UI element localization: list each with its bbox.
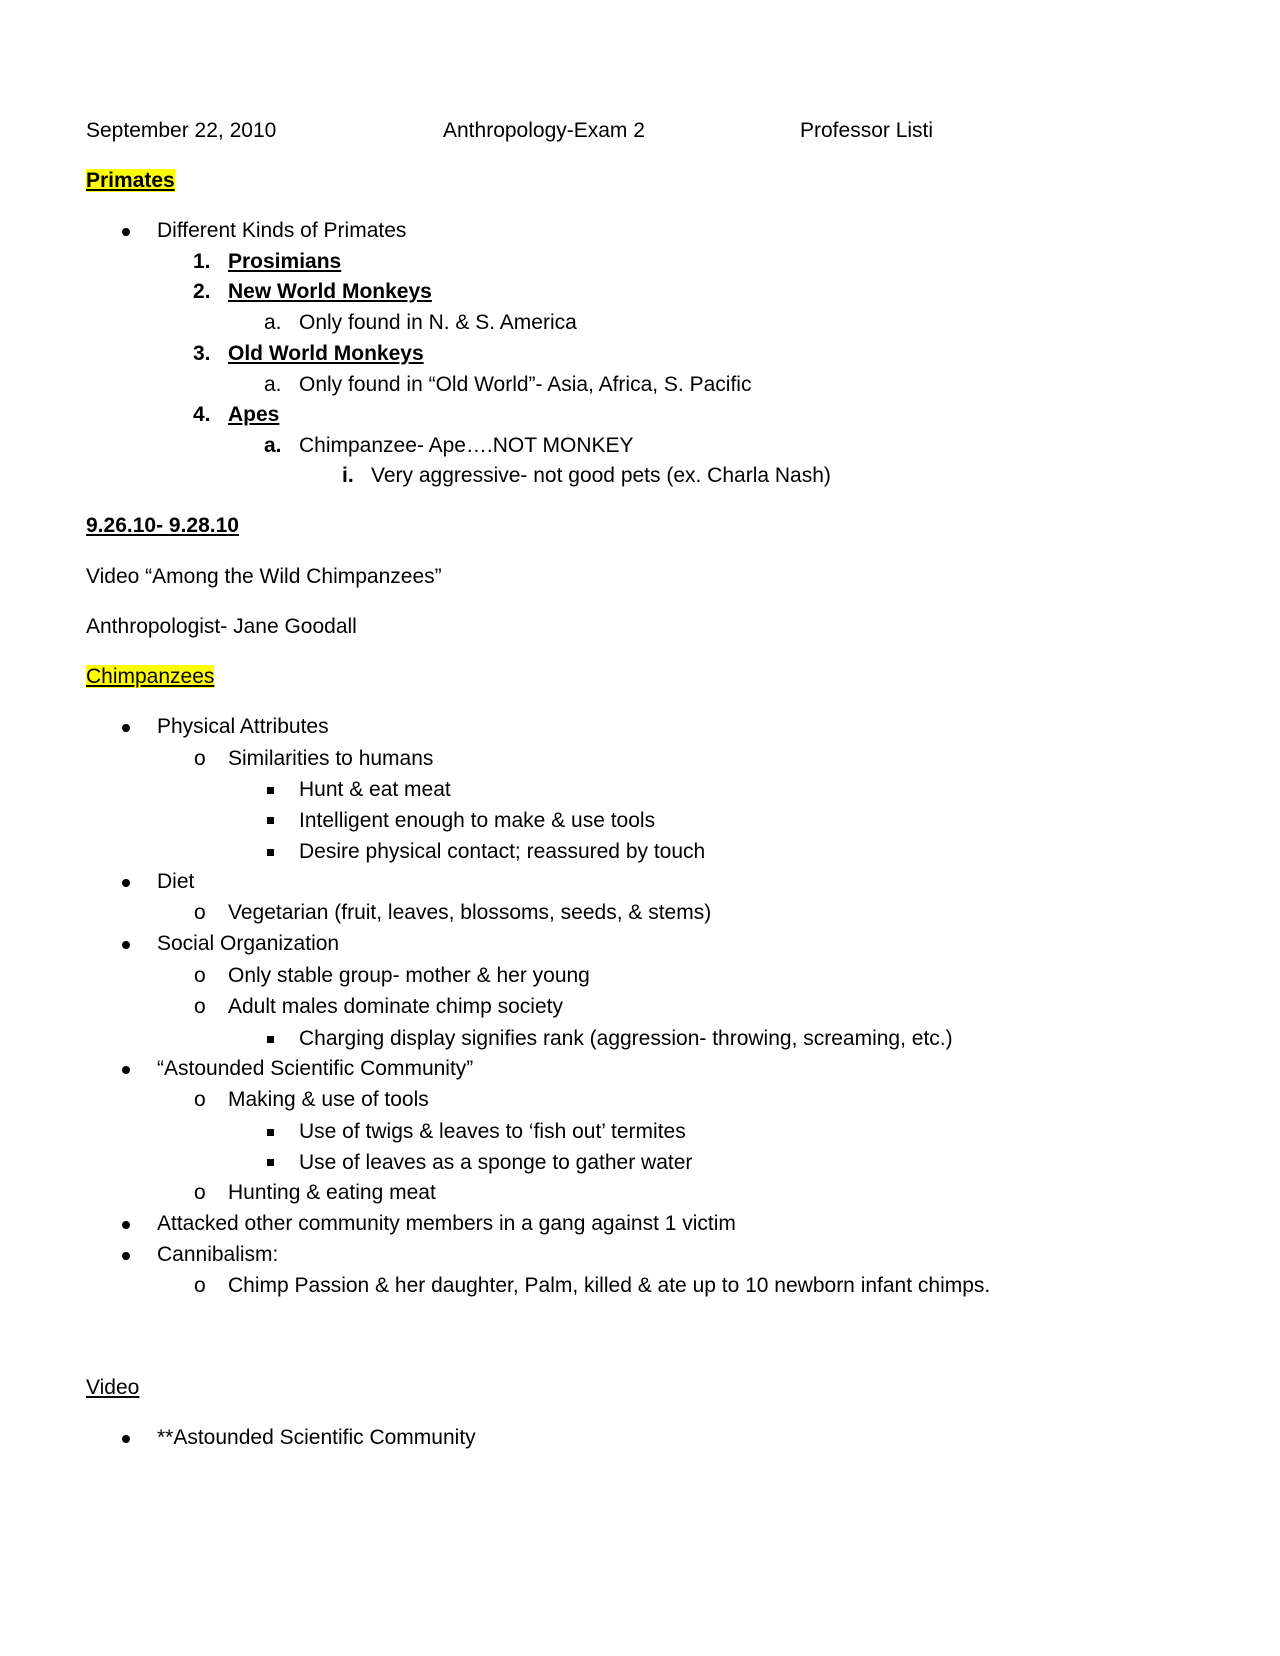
social-charging-display: Charging display signifies rank (aggression- throwing, screaming, etc.) <box>299 1027 953 1050</box>
header-course: Anthropology-Exam 2 <box>443 119 645 142</box>
header-date: September 22, 2010 <box>86 119 277 142</box>
circle-marker: o <box>194 1181 206 1204</box>
sim-tools: Intelligent enough to make & use tools <box>299 809 656 832</box>
social-stable-group: Only stable group- mother & her young <box>228 964 590 987</box>
apes-label: Apes <box>228 403 280 426</box>
old-world-monkeys-label: Old World Monkeys <box>228 342 424 365</box>
similarities: Similarities to humans <box>228 747 434 770</box>
social-organization: Social Organization <box>157 932 340 955</box>
new-world-monkeys-label: New World Monkeys <box>228 280 432 303</box>
new-world-monkeys-note: Only found in N. & S. America <box>299 311 577 334</box>
chimpanzees-heading-text: Chimpanzees <box>86 665 215 688</box>
circle-marker: o <box>194 1274 206 1297</box>
list-number: 4. <box>193 403 211 426</box>
square-marker <box>267 849 274 856</box>
tools-twigs: Use of twigs & leaves to ‘fish out’ termites <box>299 1120 686 1143</box>
bullet-marker <box>122 724 130 732</box>
apes-note: Chimpanzee- Ape….NOT MONKEY <box>299 434 634 457</box>
circle-marker: o <box>194 747 206 770</box>
bullet-marker <box>122 228 130 236</box>
video-heading: Video <box>86 1376 140 1399</box>
dates-heading: 9.26.10- 9.28.10 <box>86 514 239 537</box>
old-world-monkeys-note: Only found in “Old World”- Asia, Africa, S. Pacific <box>299 373 752 396</box>
bullet-marker <box>122 1066 130 1074</box>
circle-marker: o <box>194 901 206 924</box>
bullet-marker <box>122 1435 130 1443</box>
bullet-marker <box>122 1252 130 1260</box>
apes-subnote: Very aggressive- not good pets (ex. Charla Nash) <box>371 464 831 487</box>
primates-heading <box>86 168 175 194</box>
square-marker <box>267 787 274 794</box>
prosimians-label: Prosimians <box>228 250 342 273</box>
attacked-members: Attacked other community members in a gang against 1 victim <box>157 1212 736 1235</box>
hunting-meat: Hunting & eating meat <box>228 1181 436 1204</box>
square-marker <box>267 1129 274 1136</box>
social-adult-males: Adult males dominate chimp society <box>228 995 563 1018</box>
anthropologist-line: Anthropologist- Jane Goodall <box>86 615 357 638</box>
bullet-marker <box>122 941 130 949</box>
header-professor: Professor Listi <box>800 119 934 142</box>
sim-contact: Desire physical contact; reassured by touch <box>299 840 706 863</box>
physical-attributes: Physical Attributes <box>157 715 329 738</box>
diet: Diet <box>157 870 195 893</box>
square-marker <box>267 1036 274 1043</box>
chimpanzees-heading <box>86 664 214 690</box>
list-number: 2. <box>193 280 211 303</box>
list-roman: i. <box>342 464 354 487</box>
cannibalism-passion: Chimp Passion & her daughter, Palm, killed & ate up to 10 newborn infant chimps. <box>228 1274 991 1297</box>
circle-marker: o <box>194 964 206 987</box>
list-number: 1. <box>193 250 211 273</box>
video-astounded: **Astounded Scientific Community <box>157 1426 476 1449</box>
video-line: Video “Among the Wild Chimpanzees” <box>86 565 442 588</box>
list-letter: a. <box>264 373 282 396</box>
astounded-community: “Astounded Scientific Community” <box>157 1057 474 1080</box>
primates-bullet-kinds: Different Kinds of Primates <box>157 219 407 242</box>
list-letter: a. <box>264 434 282 457</box>
bullet-marker <box>122 1221 130 1229</box>
cannibalism: Cannibalism: <box>157 1243 279 1266</box>
tools-sponge: Use of leaves as a sponge to gather water <box>299 1151 693 1174</box>
list-number: 3. <box>193 342 211 365</box>
square-marker <box>267 817 274 824</box>
circle-marker: o <box>194 1088 206 1111</box>
bullet-marker <box>122 879 130 887</box>
diet-vegetarian: Vegetarian (fruit, leaves, blossoms, seeds, & stems) <box>228 901 712 924</box>
primates-heading-text: Primates <box>86 169 175 192</box>
making-tools: Making & use of tools <box>228 1088 429 1111</box>
list-letter: a. <box>264 311 282 334</box>
circle-marker: o <box>194 995 206 1018</box>
sim-hunt: Hunt & eat meat <box>299 778 451 801</box>
square-marker <box>267 1159 274 1166</box>
